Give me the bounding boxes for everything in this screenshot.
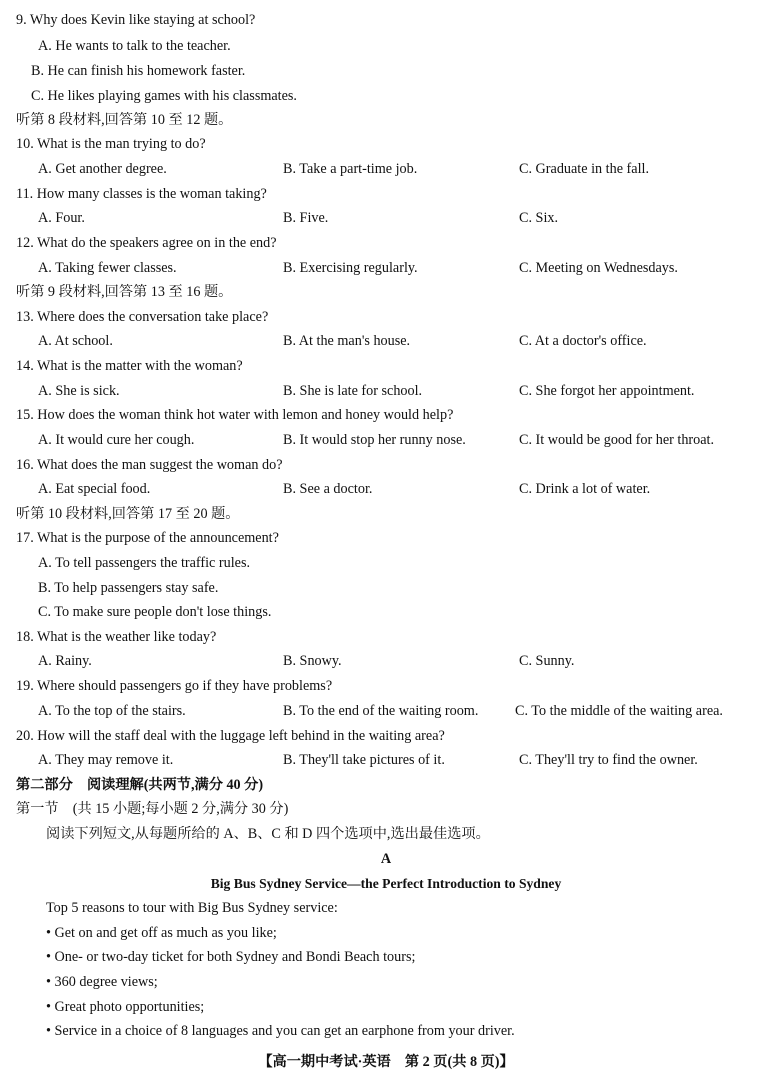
question-stem: 19. Where should passengers go if they have problems? xyxy=(16,678,333,694)
list-item: • Get on and get off as much as you like; xyxy=(46,925,277,941)
option-b: B. It would stop her runny nose. xyxy=(283,432,466,448)
option-c: C. Sunny. xyxy=(519,653,575,669)
option-b: B. At the man's house. xyxy=(283,333,411,349)
option-b: B. Take a part-time job. xyxy=(283,161,418,177)
section-header: 听第 8 段材料,回答第 10 至 12 题。 xyxy=(16,112,233,128)
question-stem: 15. How does the woman think hot water with lemon and honey would help? xyxy=(16,407,454,423)
list-item: • Great photo opportunities; xyxy=(46,999,205,1015)
option-a: A. They may remove it. xyxy=(38,752,174,768)
section-header: 听第 10 段材料,回答第 17 至 20 题。 xyxy=(16,506,240,522)
list-item: • 360 degree views; xyxy=(46,974,158,990)
option-a: A. She is sick. xyxy=(38,383,120,399)
option-c: C. They'll try to find the owner. xyxy=(519,752,698,768)
section-title: 第一节 (共 15 小题;每小题 2 分,满分 30 分) xyxy=(16,801,289,817)
option-a: A. It would cure her cough. xyxy=(38,432,195,448)
passage-title: Big Bus Sydney Service—the Perfect Introduction to Sydney xyxy=(210,876,562,891)
option-c: C. Drink a lot of water. xyxy=(519,481,651,497)
option-a: A. To the top of the stairs. xyxy=(38,703,186,719)
part-title: 第二部分 阅读理解(共两节,满分 40 分) xyxy=(16,777,264,793)
page-footer: 【高一期中考试·英语 第 2 页(共 8 页)】 xyxy=(258,1054,514,1070)
question-stem: 13. Where does the conversation take place? xyxy=(16,309,269,325)
list-item: • Service in a choice of 8 languages and you can get an earphone from your driver. xyxy=(46,1023,515,1039)
instruction-text: 阅读下列短文,从每题所给的 A、B、C 和 D 四个选项中,选出最佳选项。 xyxy=(46,826,490,842)
question-stem: 12. What do the speakers agree on in the end? xyxy=(16,235,277,251)
option-b: B. See a doctor. xyxy=(283,481,373,497)
option-a: A. Taking fewer classes. xyxy=(38,260,177,276)
option-c: C. He likes playing games with his classmates. xyxy=(31,88,297,104)
option-b: B. He can finish his homework faster. xyxy=(31,63,246,79)
option-a: A. Rainy. xyxy=(38,653,92,669)
option-a: A. Get another degree. xyxy=(38,161,167,177)
option-a: A. At school. xyxy=(38,333,113,349)
question-stem: 14. What is the matter with the woman? xyxy=(16,358,243,374)
question-stem: 10. What is the man trying to do? xyxy=(16,136,206,152)
option-c: C. To the middle of the waiting area. xyxy=(515,703,723,719)
option-b: B. To the end of the waiting room. xyxy=(283,703,479,719)
option-c: C. At a doctor's office. xyxy=(519,333,647,349)
list-item: • One- or two-day ticket for both Sydney and Bondi Beach tours; xyxy=(46,949,416,965)
option-a: A. Eat special food. xyxy=(38,481,151,497)
passage-letter: A xyxy=(380,851,392,867)
question-stem: 18. What is the weather like today? xyxy=(16,629,217,645)
option-c: C. It would be good for her throat. xyxy=(519,432,715,448)
option-b: B. They'll take pictures of it. xyxy=(283,752,445,768)
question-stem: 9. Why does Kevin like staying at school? xyxy=(16,12,256,28)
option-c: C. Six. xyxy=(519,210,559,226)
option-b: B. Five. xyxy=(283,210,329,226)
question-stem: 17. What is the purpose of the announcement? xyxy=(16,530,279,546)
option-a: A. To tell passengers the traffic rules. xyxy=(38,555,251,571)
option-b: B. To help passengers stay safe. xyxy=(38,580,219,596)
option-a: A. Four. xyxy=(38,210,85,226)
question-stem: 16. What does the man suggest the woman do? xyxy=(16,457,283,473)
option-b: B. She is late for school. xyxy=(283,383,423,399)
option-b: B. Exercising regularly. xyxy=(283,260,418,276)
passage-intro: Top 5 reasons to tour with Big Bus Sydney service: xyxy=(46,900,338,916)
option-c: C. Graduate in the fall. xyxy=(519,161,650,177)
option-a: A. He wants to talk to the teacher. xyxy=(38,38,231,54)
question-stem: 20. How will the staff deal with the luggage left behind in the waiting area? xyxy=(16,728,445,744)
option-c: C. To make sure people don't lose things. xyxy=(38,604,272,620)
option-b: B. Snowy. xyxy=(283,653,342,669)
option-c: C. Meeting on Wednesdays. xyxy=(519,260,678,276)
option-c: C. She forgot her appointment. xyxy=(519,383,695,399)
question-stem: 11. How many classes is the woman taking? xyxy=(16,186,267,202)
section-header: 听第 9 段材料,回答第 13 至 16 题。 xyxy=(16,284,233,300)
